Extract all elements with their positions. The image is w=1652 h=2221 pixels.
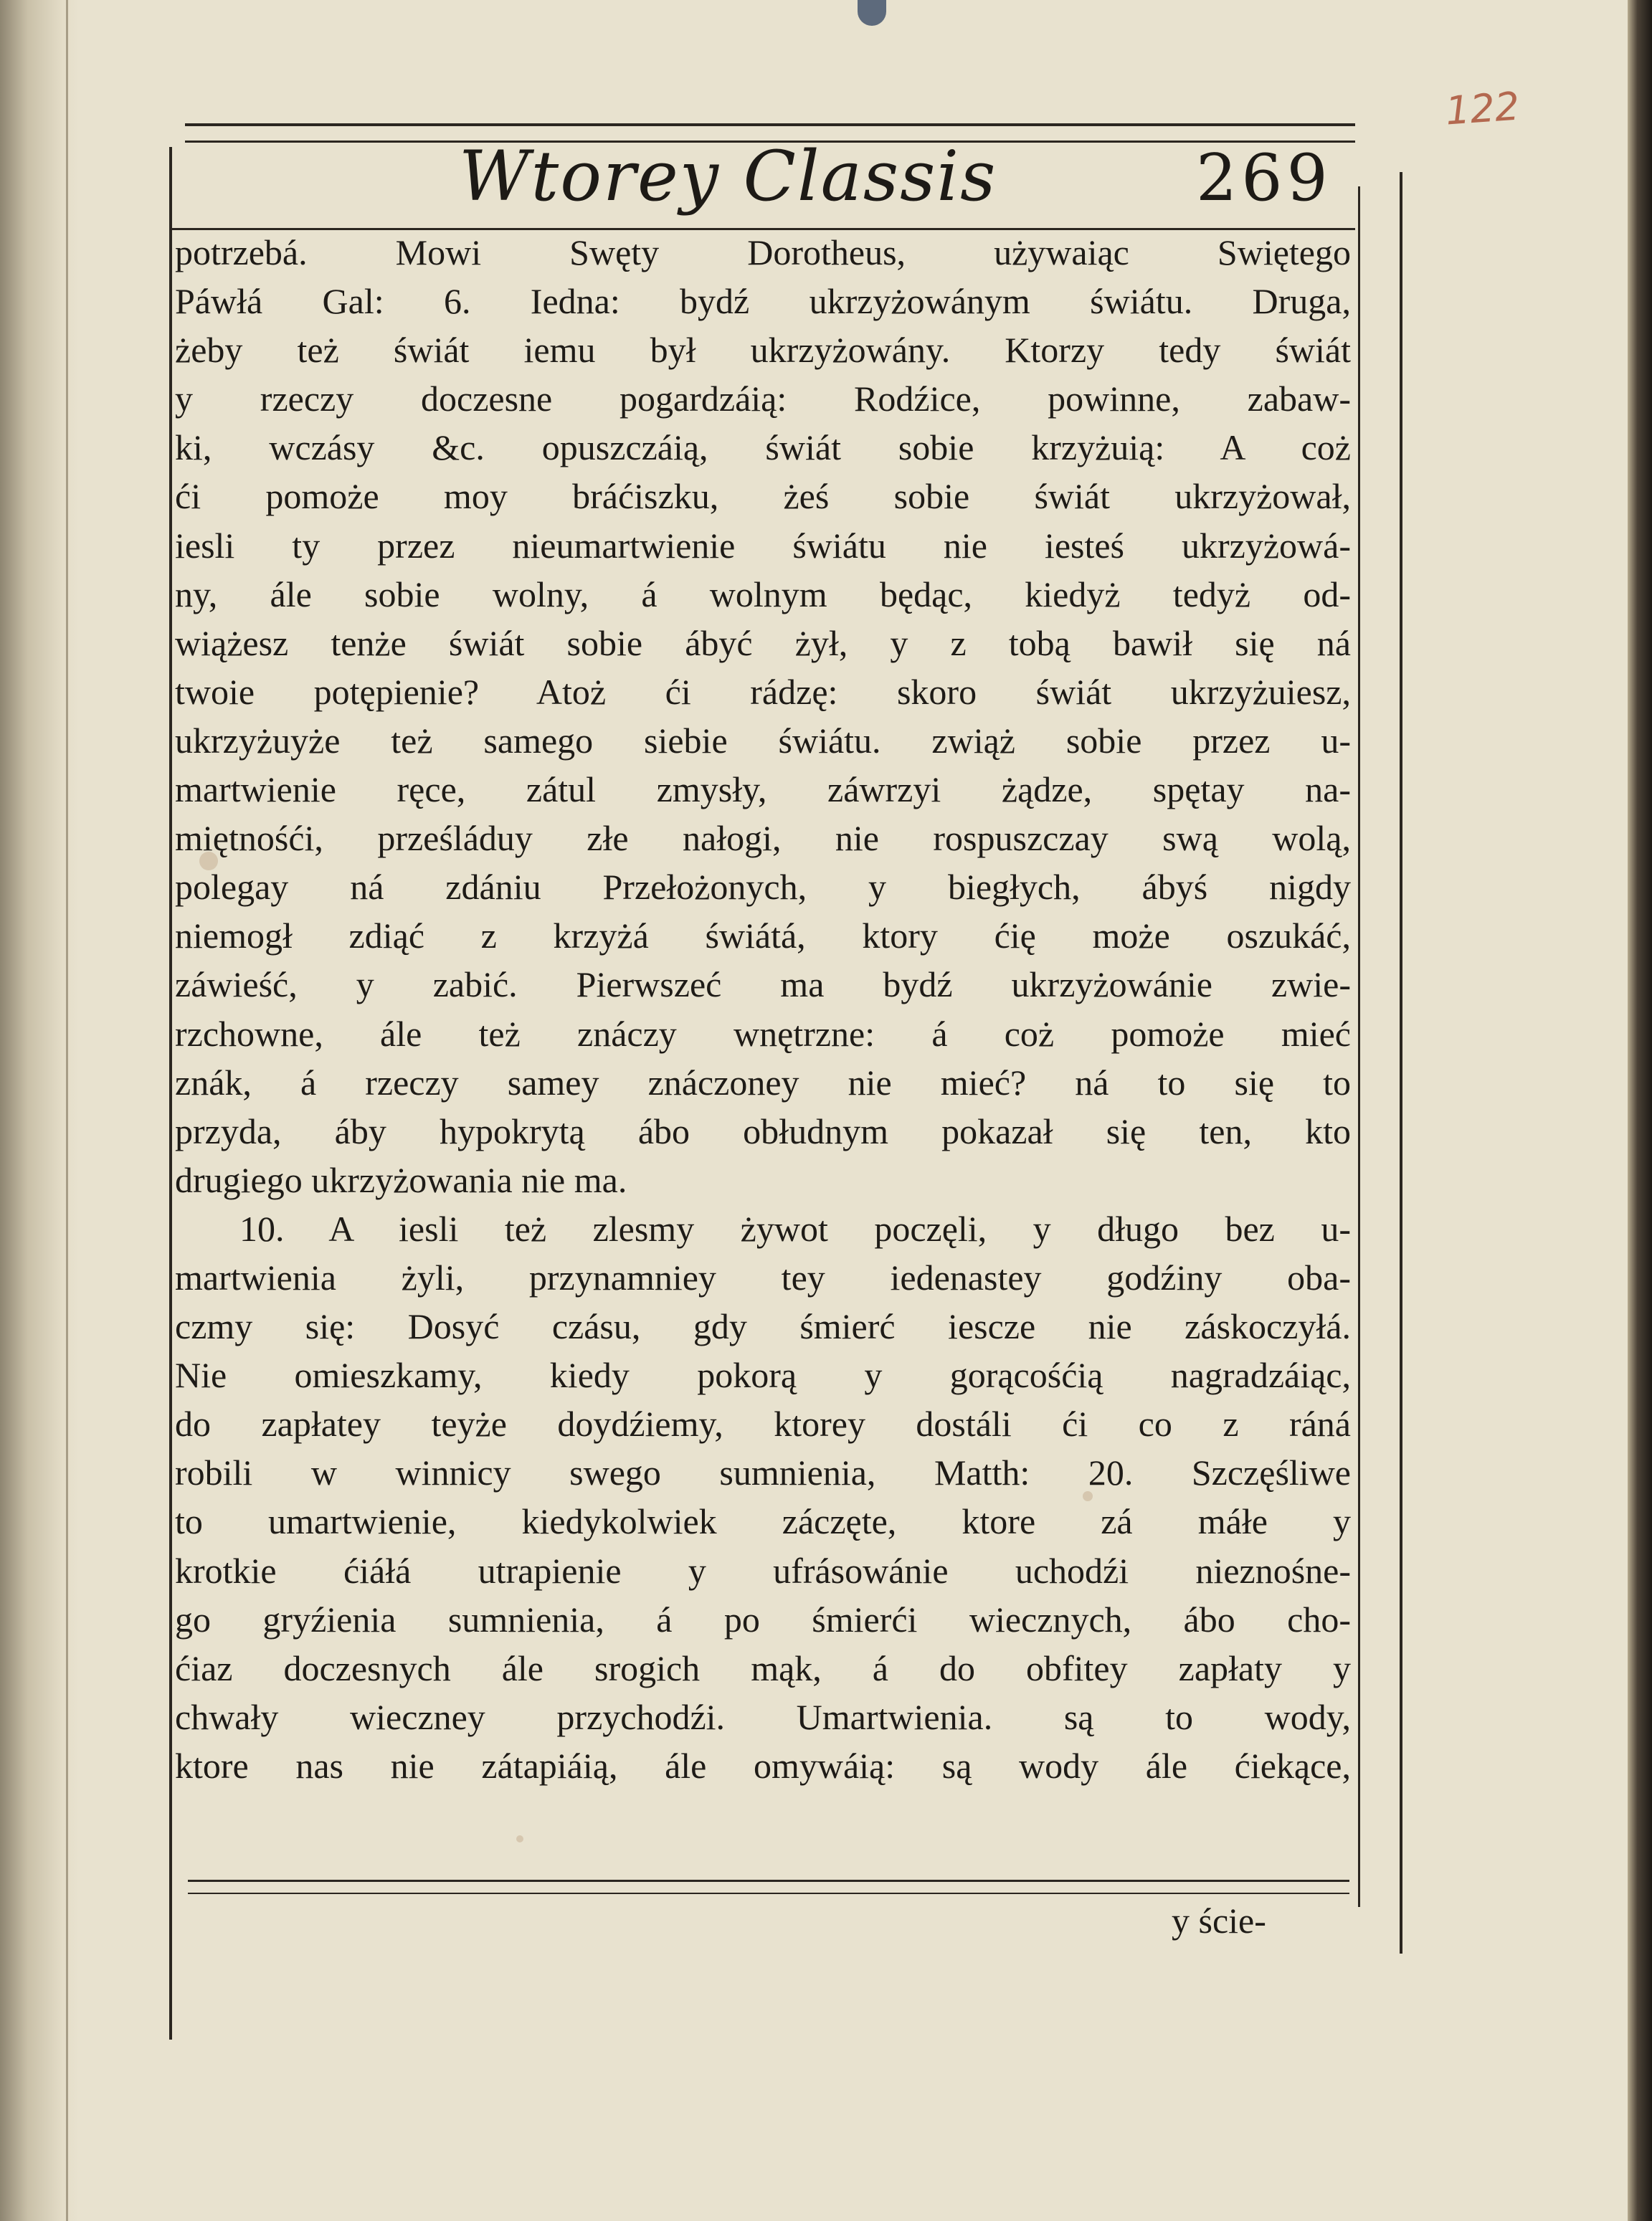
text-line: y rzeczy doczesne pogardzáią: Rodźice, powinne, zabaw- [175,379,1351,419]
text-line: go gryźienia sumnienia, á po śmierći wiecznych, ábo cho- [175,1599,1351,1640]
text-line: krotkie ćiáłá utrapienie y ufrásowánie uchodźi nieznośne- [175,1550,1351,1591]
text-line: przyda, áby hypokrytą ábo obłudnym pokazał się ten, kto [175,1110,1351,1151]
text-line: wiążesz tenże świát sobie ábyć żył, y z tobą bawił się ná [175,622,1351,663]
text-line: do zapłatey teyże doydźiemy, ktorey dostáli ći co z ráná [175,1404,1351,1445]
book-gutter-fold [66,0,68,2221]
running-title: Wtorey Classis [459,136,997,217]
text-line: znák, á rzeczy samey znáczoney nie mieć? ná to się to [175,1062,1351,1103]
body-text [175,228,1351,1790]
text-line: chwały wieczney przychodźi. Umartwienia. są to wody, [175,1696,1351,1737]
text-line-paragraph-start: 10. A iesli też zlesmy żywot poczęli, y długo bez u- [239,1208,1351,1249]
text-line: martwienie ręce, zátul zmysły, záwrzyi żądze, spętay na- [175,769,1351,810]
text-line: iesli ty przez nieumartwienie świátu nie iesteś ukrzyżowá- [175,525,1351,566]
text-line: ny, ále sobie wolny, á wolnym będąc, kiedyż tedyż od- [175,574,1351,614]
handwritten-folio-number: 122 [1443,83,1522,134]
text-line: żeby też świát iemu był ukrzyżowány. Ktorzy tedy świát [175,330,1351,371]
text-line: to umartwienie, kiedykolwiek záczęte, ktore zá máłe y [175,1501,1351,1542]
text-line: robili w winnicy swego sumnienia, Matth: 20. Szczęśliwe [175,1452,1351,1493]
frame-rule-top [185,123,1355,126]
text-line: ći pomoże moy bráćiszku, żeś sobie świát ukrzyżował, [175,476,1351,517]
catchword: y ście- [1172,1901,1266,1941]
bookmark-ribbon [858,0,886,26]
frame-rule-right-outer [1400,172,1402,1954]
text-line: niemogł zdiąć z krzyżá świátá, ktory ćię może oszukáć, [175,915,1351,956]
text-line: ukrzyżuyże też samego siebie świátu. zwiąż sobie przez u- [175,720,1351,761]
scanner-edge [1628,0,1652,2221]
text-line: Nie omieszkamy, kiedy pokorą y gorącośćią nagradzáiąc, [175,1355,1351,1396]
text-line: Páwłá Gal: 6. Iedna: bydź ukrzyżowánym świátu. Druga, [175,281,1351,322]
text-line: rzchowne, ále też znáczy wnętrzne: á coż pomoże mieć [175,1013,1351,1054]
page-number: 269 [1196,141,1332,216]
frame-rule-left [169,147,172,2040]
text-line: záwieść, y zabić. Pierwszeć ma bydź ukrzyżowánie zwie- [175,964,1351,1005]
text-line: ćiaz doczesnych ále srogich mąk, á do obfitey zapłaty y [175,1647,1351,1688]
text-line: ki, wczásy &c. opuszczáią, świát sobie krzyżuią: A coż [175,427,1351,468]
frame-rule-right-inner [1358,186,1360,1907]
frame-rule-bottom [188,1880,1349,1882]
text-line: drugiego ukrzyżowania nie ma. [175,1159,627,1200]
text-line: martwienia żyli, przynamniey tey iedenastey godźiny oba- [175,1257,1351,1298]
text-line: miętnośći, prześláduy złe nałogi, nie rospuszczay swą wolą, [175,818,1351,859]
text-line: czmy się: Dosyć czásu, gdy śmierć iescze nie záskoczyłá. [175,1306,1351,1347]
foxing-spot [516,1835,523,1842]
text-line: twoie potępienie? Atoż ći rádzę: skoro świát ukrzyżuiesz, [175,671,1351,712]
text-line: ktore nas nie zátapiáią, ále omywáią: są wody ále ćiekące, [175,1745,1351,1786]
text-line: potrzebá. Mowi Swęty Dorotheus, używaiąc Swiętego [175,232,1351,272]
frame-rule-bottom-inner [188,1893,1349,1894]
text-line: polegay ná zdániu Przełożonych, y biegłych, ábyś nigdy [175,867,1351,908]
